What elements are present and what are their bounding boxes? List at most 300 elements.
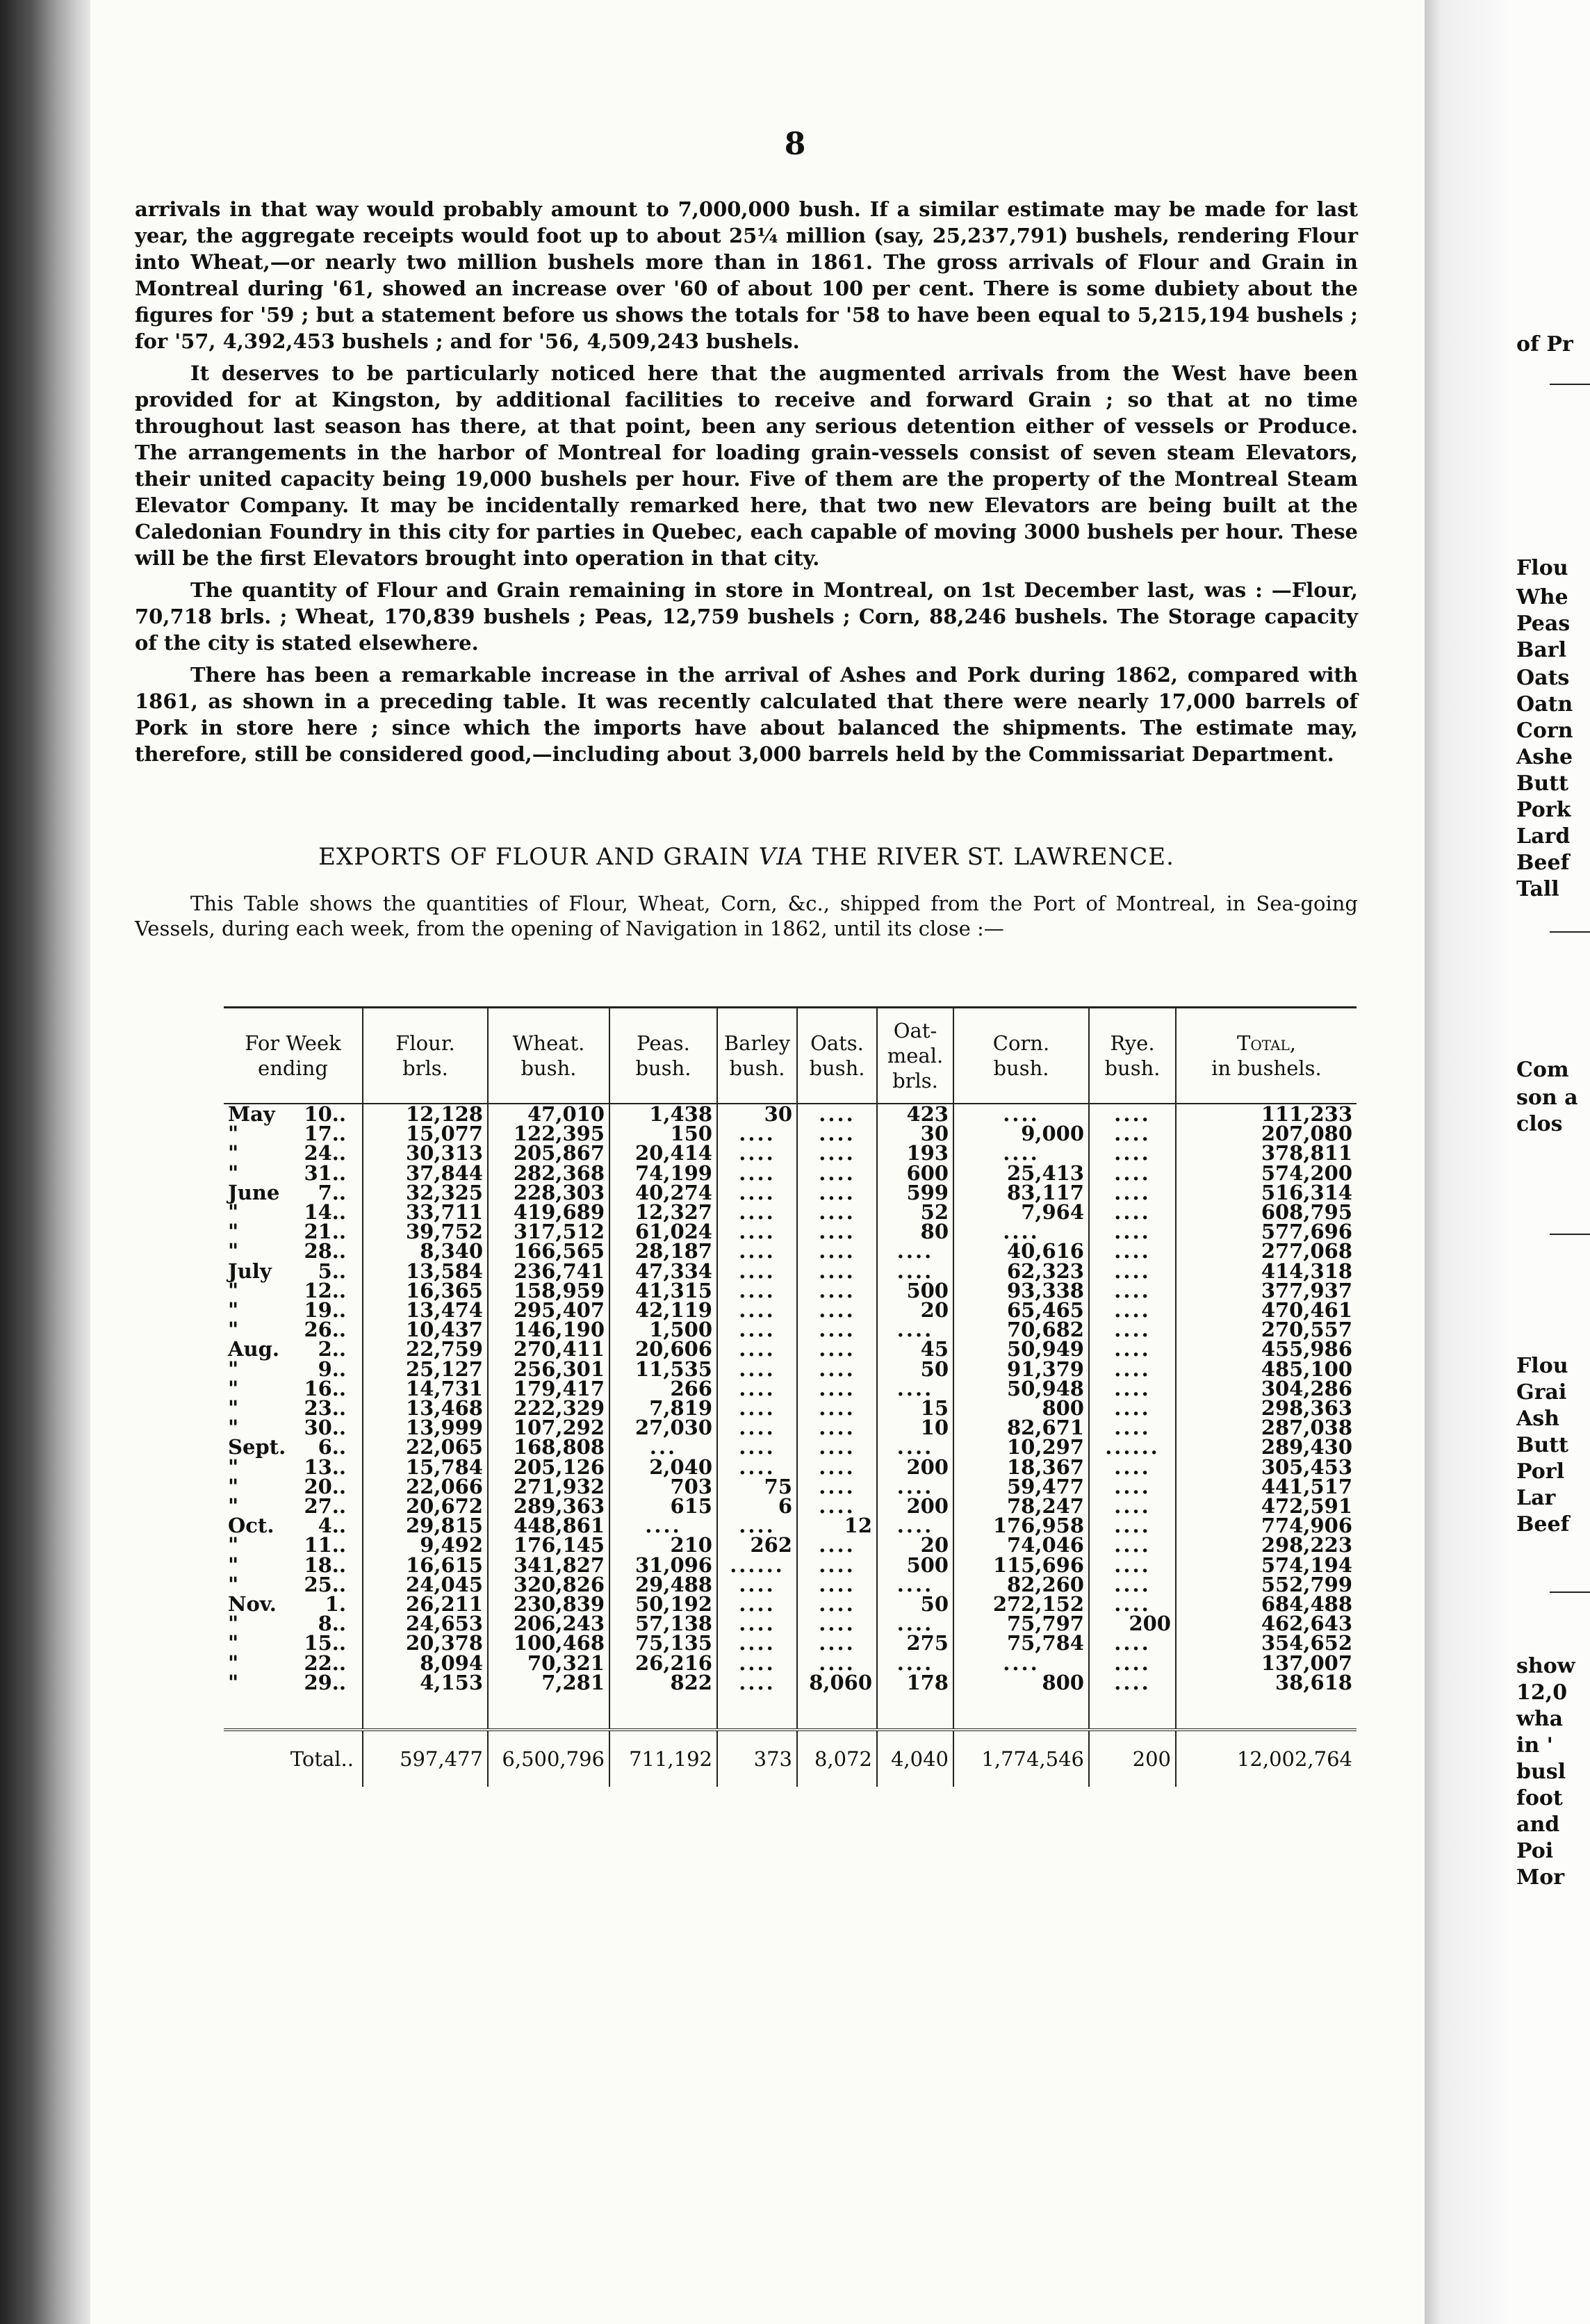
table-row <box>224 1555 1357 1575</box>
col-flour: Flour. brls. <box>363 1008 488 1104</box>
cell-week <box>224 1241 363 1261</box>
week-month: " <box>228 1455 239 1479</box>
table-cell: .... <box>1089 1633 1176 1653</box>
facing-page-text: Peas <box>1516 612 1571 636</box>
table-cell: .... <box>877 1437 953 1457</box>
week-month: Sept. <box>228 1435 286 1459</box>
table-cell: .... <box>797 1339 877 1359</box>
cell-week <box>224 1122 363 1146</box>
table-cell: 7,281 <box>488 1673 609 1692</box>
table-cell: 341,827 <box>488 1555 609 1575</box>
table-row <box>224 1653 1357 1673</box>
week-month: Oct. <box>228 1514 274 1538</box>
week-month: " <box>228 1553 239 1577</box>
week-month: " <box>228 1200 239 1225</box>
week-day: 7.. <box>318 1180 346 1204</box>
table-cell: 9,000 <box>953 1124 1089 1143</box>
week-day: 21.. <box>304 1220 346 1244</box>
week-day: 19.. <box>304 1298 346 1323</box>
week-month: " <box>228 1239 239 1263</box>
table-cell: 75,797 <box>953 1614 1089 1633</box>
table-cell: 271,932 <box>488 1477 609 1496</box>
facing-page-rule <box>1550 931 1590 933</box>
table-cell: 516,314 <box>1176 1183 1357 1202</box>
table-cell: .... <box>797 1653 877 1673</box>
table-body <box>224 1104 1357 1787</box>
table-cell: 270,411 <box>488 1339 609 1359</box>
cell-week <box>224 1612 363 1636</box>
table-cell: 50,192 <box>609 1594 717 1614</box>
table-cell: .... <box>877 1379 953 1398</box>
table-cell: 28,187 <box>609 1241 717 1261</box>
table-cell: .... <box>797 1575 877 1594</box>
table-row <box>224 1457 1357 1477</box>
col-oats: Oats. bush. <box>797 1008 877 1104</box>
total-label: Total.. <box>290 1747 354 1771</box>
table-cell: .... <box>717 1281 797 1300</box>
table-cell: 6 <box>717 1496 797 1516</box>
week-month: " <box>228 1141 239 1165</box>
table-cell: .... <box>797 1535 877 1555</box>
table-cell: 12,128 <box>363 1104 488 1124</box>
facing-page-text: Flou <box>1516 556 1568 580</box>
table-cell: .... <box>797 1437 877 1457</box>
table-cell: .... <box>797 1163 877 1183</box>
col-rye: Rye. bush. <box>1089 1008 1176 1104</box>
facing-page-text: Ash <box>1516 1407 1559 1431</box>
cell-week <box>224 1514 363 1538</box>
table-cell: 18,367 <box>953 1457 1089 1477</box>
table-row <box>224 1183 1357 1202</box>
table-cell: 266 <box>609 1379 717 1398</box>
table-cell: .... <box>797 1281 877 1300</box>
table-cell: 210 <box>609 1535 717 1555</box>
table-row <box>224 1594 1357 1614</box>
col-peas: Peas. bush. <box>609 1008 717 1104</box>
week-day: 29.. <box>304 1670 346 1694</box>
table-cell: 91,379 <box>953 1359 1089 1379</box>
week-month: " <box>228 1533 239 1557</box>
spacer-cell <box>363 1692 488 1730</box>
facing-page-rule <box>1550 384 1590 385</box>
book-binding <box>0 0 90 2324</box>
cell-week <box>224 1670 363 1694</box>
table-cell: 59,477 <box>953 1477 1089 1496</box>
table-cell: 2,040 <box>609 1457 717 1477</box>
table-cell: 39,752 <box>363 1222 488 1241</box>
week-day: 31.. <box>304 1161 346 1185</box>
table-cell: 304,286 <box>1176 1379 1357 1398</box>
cell-week <box>224 1163 363 1183</box>
total-cell: 1,774,546 <box>953 1731 1089 1787</box>
table-cell: 1,438 <box>609 1104 717 1124</box>
cell-week <box>224 1416 363 1440</box>
table-row <box>224 1535 1357 1555</box>
table-cell: .... <box>1089 1418 1176 1437</box>
table-cell: 14,731 <box>363 1379 488 1398</box>
table-cell: .... <box>797 1398 877 1418</box>
table-cell: .... <box>797 1222 877 1241</box>
week-month: " <box>228 1572 239 1596</box>
table-cell: 228,303 <box>488 1183 609 1202</box>
table-cell: 441,517 <box>1176 1477 1357 1496</box>
table-cell: .... <box>877 1320 953 1339</box>
table-cell: .... <box>797 1614 877 1633</box>
table-cell: 10,297 <box>953 1437 1089 1457</box>
table-cell: .... <box>797 1555 877 1575</box>
page-gutter <box>1425 0 1508 2324</box>
week-day: 28.. <box>304 1239 346 1263</box>
table-cell: .... <box>717 1202 797 1222</box>
table-cell: .... <box>1089 1594 1176 1614</box>
facing-page-text: Porl <box>1516 1459 1564 1484</box>
cell-week <box>224 1220 363 1244</box>
table-cell: 122,395 <box>488 1124 609 1143</box>
facing-page-text: Lard <box>1516 824 1571 849</box>
table-cell: 599 <box>877 1183 953 1202</box>
table-cell: .... <box>797 1418 877 1437</box>
table-cell: 600 <box>877 1163 953 1183</box>
week-month: " <box>228 1396 239 1421</box>
table-cell: 295,407 <box>488 1300 609 1320</box>
facing-page-text: clos <box>1516 1112 1563 1136</box>
table-row <box>224 1496 1357 1516</box>
table-cell: .... <box>1089 1339 1176 1359</box>
table-cell: 25,127 <box>363 1359 488 1379</box>
table-cell: .... <box>797 1241 877 1261</box>
table-row <box>224 1673 1357 1692</box>
table-cell: .... <box>1089 1261 1176 1281</box>
week-day: 18.. <box>304 1553 346 1577</box>
table-spacer <box>224 1692 1357 1730</box>
cell-week <box>224 1535 363 1555</box>
table-cell: .... <box>717 1516 797 1535</box>
table-cell: 1,500 <box>609 1320 717 1339</box>
table-cell: 24,653 <box>363 1614 488 1633</box>
spacer-cell <box>953 1692 1089 1730</box>
cell-week <box>224 1143 363 1163</box>
table-cell: 419,689 <box>488 1202 609 1222</box>
table-cell: 12,327 <box>609 1202 717 1222</box>
table-cell: 455,986 <box>1176 1339 1357 1359</box>
table-cell: ...... <box>717 1555 797 1575</box>
total-cell: 6,500,796 <box>488 1731 609 1787</box>
facing-page-text: foot <box>1516 1786 1563 1810</box>
table-cell: 8,340 <box>363 1241 488 1261</box>
table-cell: .... <box>1089 1653 1176 1673</box>
week-month: July <box>228 1259 272 1283</box>
table-cell: 378,811 <box>1176 1143 1357 1163</box>
table-row <box>224 1241 1357 1261</box>
cell-week <box>224 1494 363 1519</box>
table-cell: .... <box>1089 1496 1176 1516</box>
table-cell: .... <box>953 1222 1089 1241</box>
table-cell: 414,318 <box>1176 1261 1357 1281</box>
table-cell: .... <box>797 1143 877 1163</box>
table-cell: 24,045 <box>363 1575 488 1594</box>
table-cell: .... <box>717 1457 797 1477</box>
table-cell: 74,046 <box>953 1535 1089 1555</box>
table-cell: .... <box>877 1575 953 1594</box>
week-month: " <box>228 1494 239 1519</box>
table-cell: 236,741 <box>488 1261 609 1281</box>
table-cell: 47,334 <box>609 1261 717 1281</box>
week-month: " <box>228 1318 239 1342</box>
facing-page-text: Poi <box>1516 1839 1554 1863</box>
table-cell: 774,906 <box>1176 1516 1357 1535</box>
table-cell: .... <box>1089 1575 1176 1594</box>
table-cell: 42,119 <box>609 1300 717 1320</box>
facing-page-text: son a <box>1516 1086 1578 1110</box>
table-cell: 15,077 <box>363 1124 488 1143</box>
table-cell: 75,784 <box>953 1633 1089 1653</box>
paragraph: The quantity of Flour and Grain remaining in store in Montreal, on 1st December last, was : —Flour, 70,718 brls. ; Wheat, 170,839 bushels ; Peas, 12,759 bushels ; Corn, 88,246 bushels. The Storage capacity of the city is stated elsewhere. <box>135 578 1358 655</box>
table-cell: 29,488 <box>609 1575 717 1594</box>
table-cell: .... <box>1089 1124 1176 1143</box>
facing-page-text: Barl <box>1516 638 1566 662</box>
table-row <box>224 1359 1357 1379</box>
table-cell: 146,190 <box>488 1320 609 1339</box>
table-cell: .... <box>717 1653 797 1673</box>
table-cell: .... <box>797 1300 877 1320</box>
table-cell: .... <box>877 1614 953 1633</box>
facing-page-rule <box>1550 1234 1590 1235</box>
table-cell: 30 <box>717 1104 797 1124</box>
table-cell: 27,030 <box>609 1418 717 1437</box>
cell-week <box>224 1653 363 1673</box>
week-month: " <box>228 1474 239 1498</box>
table-cell: .... <box>877 1653 953 1673</box>
week-day: 27.. <box>304 1494 346 1519</box>
facing-page-text: Grai <box>1516 1380 1567 1405</box>
week-day: 30.. <box>304 1416 346 1440</box>
facing-page-text: wha <box>1516 1707 1564 1731</box>
week-day: 25.. <box>304 1572 346 1596</box>
table-cell: 230,839 <box>488 1594 609 1614</box>
table-cell: 30,313 <box>363 1143 488 1163</box>
table-cell: 462,643 <box>1176 1614 1357 1633</box>
table-cell: 50,948 <box>953 1379 1089 1398</box>
table-cell: .... <box>797 1104 877 1124</box>
table-cell: 684,488 <box>1176 1594 1357 1614</box>
table-row <box>224 1477 1357 1496</box>
table-cell: 800 <box>953 1398 1089 1418</box>
table-cell: 552,799 <box>1176 1575 1357 1594</box>
table-cell: 272,152 <box>953 1594 1089 1614</box>
paragraph: There has been a remarkable increase in the arrival of Ashes and Pork during 1862, compared with 1861, as shown in a preceding table. It was recently calculated that there were nearly 17,000 barrels of Pork in store here ; since which the imports have about balanced the shipments. The estimate may, therefore, still be considered good,—including about 3,000 barrels held by the Commissariat Department. <box>135 663 1358 766</box>
table-cell: 82,260 <box>953 1575 1089 1594</box>
table-cell: .... <box>1089 1516 1176 1535</box>
table-cell: .... <box>717 1183 797 1202</box>
facing-page-text: Ashe <box>1516 745 1573 769</box>
table-row <box>224 1281 1357 1300</box>
paragraph: It deserves to be particularly noticed here that the augmented arrivals from the West have been provided for at Kingston, by additional facilities to receive and forward Grain ; so that at no time throughout last season has there, at that point, been any serious detention either of vessels or Produce. The arrangements in the harbor of Montreal for loading grain-vessels consist of seven steam Elevators, their united capacity being 19,000 bushels per hour. Five of them are the property of the Montreal Steam Elevator Company. It may be incidentally remarked here, that two new Elevators are being built at the Caledonian Foundry in this city for parties in Quebec, each capable of moving 3000 bushels per hour. These will be the first Elevators brought into operation in that city. <box>135 361 1358 570</box>
table-cell: .... <box>1089 1300 1176 1320</box>
week-month: " <box>228 1670 239 1694</box>
spacer-cell <box>877 1692 953 1730</box>
table-cell: 20,414 <box>609 1143 717 1163</box>
table-cell: .... <box>1089 1281 1176 1300</box>
table-cell: .... <box>1089 1163 1176 1183</box>
col-wheat: Wheat. bush. <box>488 1008 609 1104</box>
table-cell: 500 <box>877 1281 953 1300</box>
table-cell: .... <box>877 1477 953 1496</box>
week-month: " <box>228 1278 239 1302</box>
table-cell: .... <box>717 1575 797 1594</box>
table-cell: 178 <box>877 1673 953 1692</box>
table-cell: .... <box>797 1477 877 1496</box>
page-number: 8 <box>784 126 806 162</box>
week-day: 8.. <box>318 1612 346 1636</box>
table-cell: 485,100 <box>1176 1359 1357 1379</box>
table-cell: .... <box>717 1673 797 1692</box>
table-cell: 298,363 <box>1176 1398 1357 1418</box>
table-cell: 200 <box>1089 1614 1176 1633</box>
table-cell: .... <box>1089 1359 1176 1379</box>
table-cell: .... <box>717 1614 797 1633</box>
week-day: 12.. <box>304 1278 346 1302</box>
cell-week <box>224 1572 363 1596</box>
week-day: 2.. <box>318 1337 346 1361</box>
facing-page-text: in ' <box>1516 1733 1553 1758</box>
table-row <box>224 1163 1357 1183</box>
week-month: " <box>228 1161 239 1185</box>
table-row <box>224 1143 1357 1163</box>
table-cell: 38,618 <box>1176 1673 1357 1692</box>
week-day: 5.. <box>318 1259 346 1283</box>
heading-via: VIA <box>758 843 805 871</box>
table-row <box>224 1202 1357 1222</box>
table-row <box>224 1339 1357 1359</box>
cell-week <box>224 1104 363 1124</box>
table-cell: 13,584 <box>363 1261 488 1281</box>
spacer-cell <box>609 1692 717 1730</box>
table-cell: .... <box>717 1437 797 1457</box>
facing-page-text: show <box>1516 1654 1575 1678</box>
table-cell: 20 <box>877 1535 953 1555</box>
table-cell: 12 <box>797 1516 877 1535</box>
table-cell: .... <box>717 1241 797 1261</box>
table-cell: .... <box>717 1594 797 1614</box>
table-cell: 205,867 <box>488 1143 609 1163</box>
spacer-cell <box>1176 1692 1357 1730</box>
table-cell: 317,512 <box>488 1222 609 1241</box>
table-cell: 137,007 <box>1176 1653 1357 1673</box>
table-cell: .... <box>1089 1241 1176 1261</box>
table-row <box>224 1418 1357 1437</box>
facing-page-text: Lar <box>1516 1486 1556 1510</box>
table-cell: 41,315 <box>609 1281 717 1300</box>
table-cell: 423 <box>877 1104 953 1124</box>
table-cell: .... <box>797 1359 877 1379</box>
table-cell: 13,468 <box>363 1398 488 1418</box>
week-day: 16.. <box>304 1376 346 1400</box>
table-cell: 62,323 <box>953 1261 1089 1281</box>
table-cell: 70,682 <box>953 1320 1089 1339</box>
table-cell: 74,199 <box>609 1163 717 1183</box>
table-cell: 7,964 <box>953 1202 1089 1222</box>
table-cell: 45 <box>877 1339 953 1359</box>
table-row <box>224 1104 1357 1124</box>
total-cell: 373 <box>717 1731 797 1787</box>
table-cell: 107,292 <box>488 1418 609 1437</box>
table-cell: 8,060 <box>797 1673 877 1692</box>
facing-page-text: Butt <box>1516 771 1568 796</box>
week-month: " <box>228 1357 239 1381</box>
table-row <box>224 1222 1357 1241</box>
table-cell: 111,233 <box>1176 1104 1357 1124</box>
facing-page-text: of Pr <box>1516 332 1573 357</box>
facing-page-text: Oats <box>1516 666 1570 690</box>
table-cell: 11,535 <box>609 1359 717 1379</box>
table-cell: 20,378 <box>363 1633 488 1653</box>
week-day: 20.. <box>304 1474 346 1498</box>
week-month: May <box>228 1102 275 1126</box>
table-cell: 377,937 <box>1176 1281 1357 1300</box>
table-cell: 277,068 <box>1176 1241 1357 1261</box>
facing-page-text: Butt <box>1516 1433 1568 1457</box>
table-cell: .... <box>1089 1555 1176 1575</box>
facing-page-rule <box>1550 1591 1590 1593</box>
table-cell: 200 <box>877 1496 953 1516</box>
table-cell: 65,465 <box>953 1300 1089 1320</box>
table-row <box>224 1516 1357 1535</box>
table-cell: .... <box>717 1418 797 1437</box>
week-month: June <box>228 1180 280 1204</box>
table-cell: 61,024 <box>609 1222 717 1241</box>
facing-page-text: Tall <box>1516 877 1559 901</box>
table-cell: .... <box>1089 1183 1176 1202</box>
intro-paragraph: This Table shows the quantities of Flour, Wheat, Corn, &c., shipped from the Port of Montreal, in Sea-going Vessels, during each week, from the opening of Navigation in 1862, until its close :— <box>135 892 1358 940</box>
table-cell: 26,211 <box>363 1594 488 1614</box>
table-cell: .... <box>717 1359 797 1379</box>
week-day: 17.. <box>304 1122 346 1146</box>
week-month: " <box>228 1122 239 1146</box>
col-oatmeal: Oat-meal. brls. <box>877 1008 953 1104</box>
table-cell: 179,417 <box>488 1379 609 1398</box>
table-cell: 16,615 <box>363 1555 488 1575</box>
table-cell: .... <box>1089 1535 1176 1555</box>
week-day: 10.. <box>304 1102 346 1126</box>
table-cell: 305,453 <box>1176 1457 1357 1477</box>
table-row <box>224 1379 1357 1398</box>
table-cell: 298,223 <box>1176 1535 1357 1555</box>
table-cell: 40,616 <box>953 1241 1089 1261</box>
table-cell: 608,795 <box>1176 1202 1357 1222</box>
table-cell: 7,819 <box>609 1398 717 1418</box>
table-row <box>224 1575 1357 1594</box>
table-cell: 80 <box>877 1222 953 1241</box>
spacer-cell <box>488 1692 609 1730</box>
spacer-cell <box>717 1692 797 1730</box>
table-cell: 13,474 <box>363 1300 488 1320</box>
week-month: " <box>228 1416 239 1440</box>
table-cell: 29,815 <box>363 1516 488 1535</box>
table-row <box>224 1320 1357 1339</box>
facing-page-text: Mor <box>1516 1865 1565 1890</box>
table-row <box>224 1633 1357 1653</box>
table-cell: .... <box>717 1261 797 1281</box>
table-cell: 20 <box>877 1300 953 1320</box>
table-cell: .... <box>877 1516 953 1535</box>
table-cell: .... <box>1089 1104 1176 1124</box>
spacer-cell <box>224 1692 363 1730</box>
table-cell: .... <box>797 1261 877 1281</box>
total-cell: 4,040 <box>877 1731 953 1787</box>
table-cell: .... <box>717 1320 797 1339</box>
table-cell: .... <box>717 1379 797 1398</box>
table-cell: .... <box>717 1124 797 1143</box>
